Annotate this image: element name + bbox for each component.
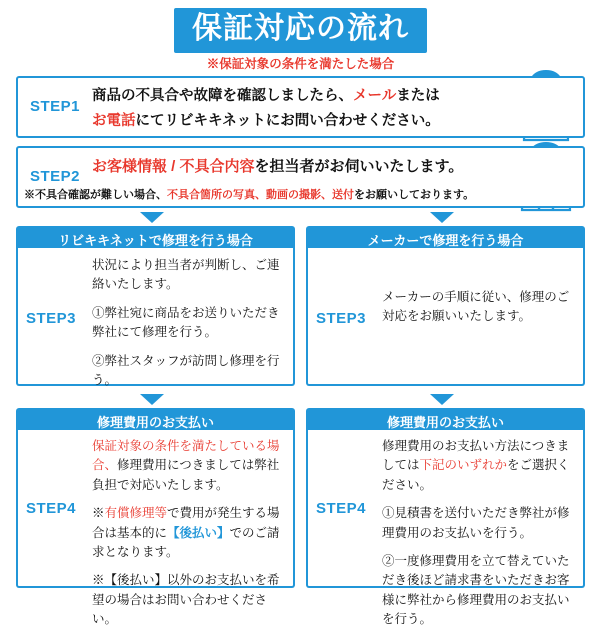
arrow-down-icon — [140, 212, 164, 223]
step3-right-p1: メーカーの手順に従い、修理のご対応をお願いいたします。 — [382, 290, 570, 324]
step4-right-p2: ①見積書を送付いただき弊社が修理費用のお支払いを行う。 — [382, 506, 570, 540]
step2-note-c: をお願いしております。 — [354, 189, 475, 201]
step2-note-a: ※不具合確認が難しい場合、 — [24, 189, 167, 201]
step3-right-label: STEP3 — [316, 310, 367, 327]
step4-right-p1-c: をご選択ください。 — [382, 458, 570, 492]
step3-left-text — [92, 256, 288, 390]
step1-line1 — [92, 88, 440, 105]
step4-left-p2 — [92, 504, 288, 562]
step2-note — [24, 186, 474, 202]
step1-line1-b: メール — [353, 88, 397, 104]
step4-left-p1-b: 修理費用につきましては弊社負担で対応いたします。 — [92, 458, 280, 492]
page-subtitle: ※保証対象の条件を満たした場合 — [206, 57, 395, 71]
arrow-down-icon — [430, 212, 454, 223]
step4-left-p2-c: で費用が発生する場合は基本的に — [92, 506, 280, 540]
step4-left-label: STEP4 — [26, 500, 77, 517]
step1-line2 — [92, 113, 440, 130]
step2-label: STEP2 — [30, 168, 81, 185]
step3-left-p1: 状況により担当者が判断し、ご連絡いたします。 — [92, 258, 280, 292]
step4-left-p3: ※【後払い】以外のお支払いを希望の場合はお問い合わせください。 — [92, 573, 280, 626]
step4-left-p2-d: 【後払い】 — [167, 525, 230, 540]
step3-left-label: STEP3 — [26, 310, 77, 327]
step2-note-b: 不具合箇所の写真、動画の撮影、送付 — [167, 189, 354, 201]
step3-right-header: メーカーで修理を行う場合 — [306, 226, 585, 250]
step3-left-p3: ②弊社スタッフが訪問し修理を行う。 — [92, 353, 280, 387]
step4-right-p3: ②一度修理費用を立て替えていただき後ほど請求書をいただきお客様に弊社から修理費用のお支払いを行う。 — [382, 553, 570, 626]
step1-line2-b: にてリビキキネットにお問い合わせください。 — [135, 113, 440, 129]
step1-label: STEP1 — [30, 98, 81, 115]
step4-left-header: 修理費用のお支払い — [16, 408, 295, 432]
step4-right-p1 — [382, 437, 574, 495]
step4-right-header: 修理費用のお支払い — [306, 408, 585, 432]
step4-left-p1 — [92, 437, 288, 495]
step4-left-p2-b: 有償修理等 — [104, 506, 168, 521]
step2-line1-a: お客様情報 / 不具合内容 — [92, 158, 255, 175]
step4-left-p2-e: でのご請求となります。 — [92, 525, 280, 559]
step1-line1-c: または — [396, 88, 440, 104]
page-title-wrap — [0, 8, 601, 53]
step1-line1-a: 商品の不具合や故障を確認しましたら、 — [92, 88, 353, 104]
step2-line1-b: を担当者がお伺いいたします。 — [254, 158, 464, 175]
step4-right-p1-a: 修理費用のお支払い方法につきましては — [382, 439, 570, 473]
step4-right-p1-b: 下記のいずれか — [419, 458, 508, 473]
step4-left-p2-a: ※ — [92, 506, 105, 521]
step4-right-text — [382, 437, 574, 629]
step3-left-header: リビキキネットで修理を行う場合 — [16, 226, 295, 250]
step4-left-p1-a: 保証対象の条件を満たしている場合、 — [92, 439, 280, 473]
step3-left-p2: ①弊社宛に商品をお送りいただき弊社にて修理を行う。 — [92, 305, 280, 340]
step1-line2-a: お電話 — [92, 113, 136, 129]
arrow-down-icon — [140, 394, 164, 405]
page-title: 保証対応の流れ — [174, 8, 427, 53]
step4-left-text — [92, 437, 288, 629]
step3-right-text — [382, 288, 572, 327]
step4-right-label: STEP4 — [316, 500, 367, 517]
step2-line1 — [92, 155, 463, 176]
arrow-down-icon — [430, 394, 454, 405]
